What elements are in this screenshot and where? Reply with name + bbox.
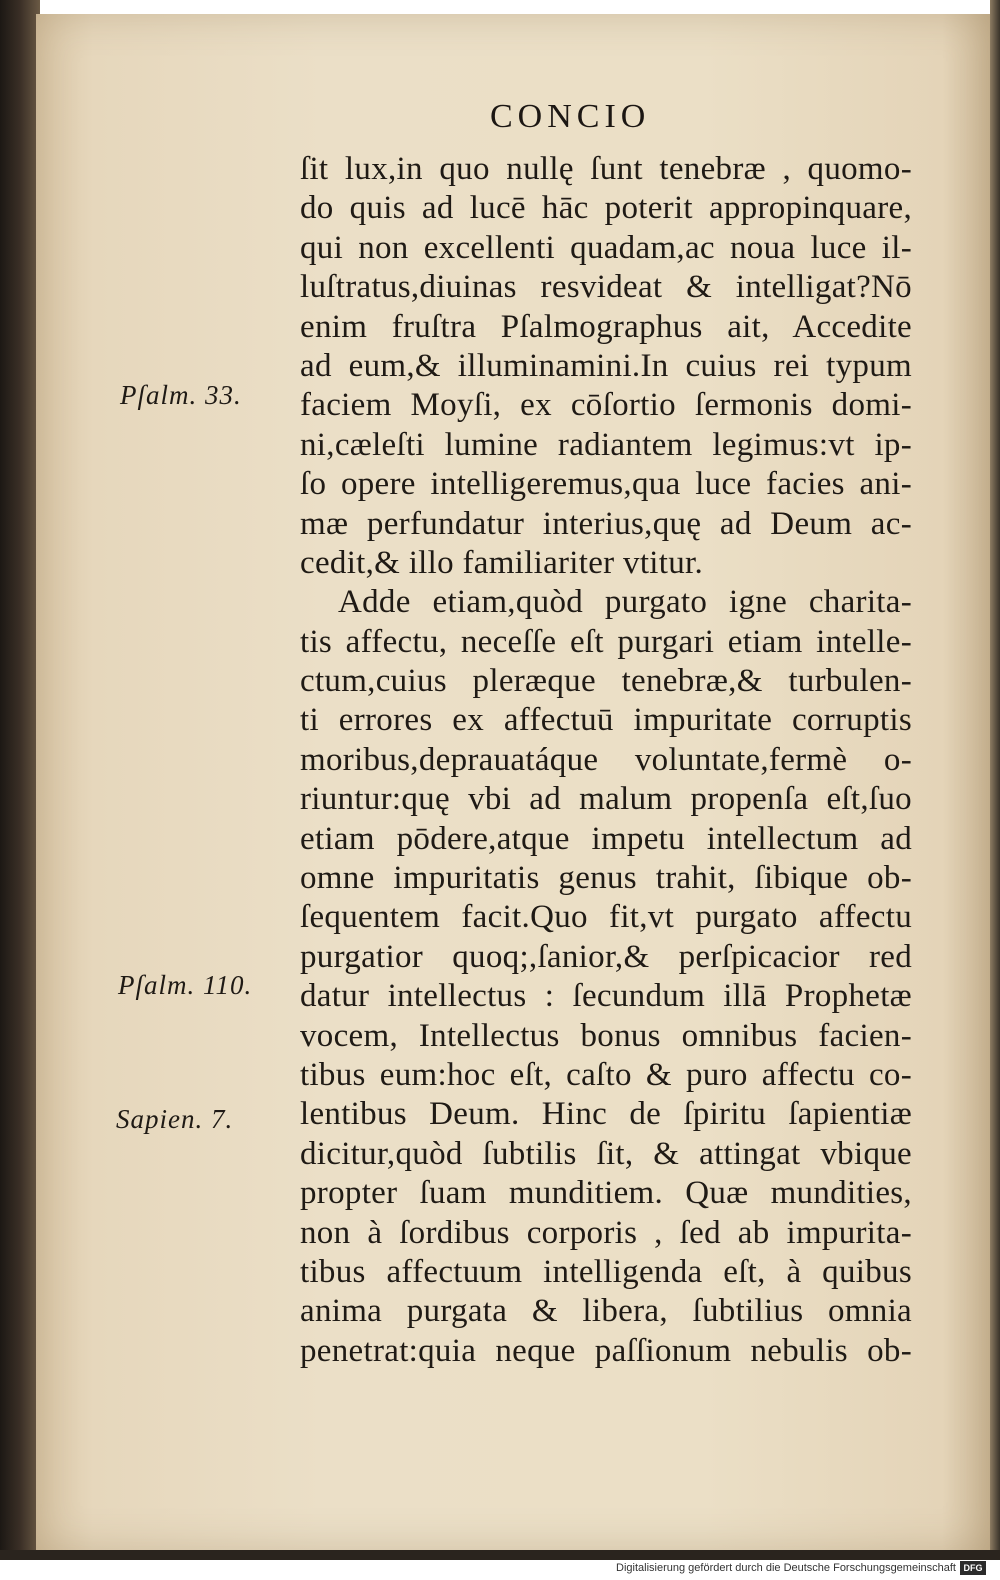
text-line: tibus eum:hoc eſt, caſto & puro affectu co- [300, 1056, 912, 1093]
text-line: riuntur:quę vbi ad malum propenſa eſt,ſuo [300, 781, 912, 818]
marginal-note-psalm-33: Pſalm. 33. [120, 380, 242, 410]
text-line: mæ perfundatur interius,quę ad Deum ac- [300, 505, 912, 542]
text-line: datur intellectus : ſecundum illā Prophetæ [300, 978, 912, 1015]
text-line: dicitur,quòd ſubtilis ſit, & attingat vbique [300, 1135, 912, 1172]
text-line: do quis ad lucē hāc poterit appropinquare, [300, 190, 912, 227]
running-head: CONCIO [490, 98, 651, 135]
text-line: ti errores ex affectuū impuritate corruptis [300, 702, 912, 739]
text-line: qui non excellenti quadam,ac noua luce il- [300, 229, 912, 266]
text-line: ad eum,& illuminamini.In cuius rei typum [300, 347, 912, 384]
text-line: etiam pōdere,atque impetu intellectum ad [300, 820, 912, 857]
body-text [300, 150, 920, 1371]
text-line: ſit lux,in quo nullę ſunt tenebræ , quomo- [300, 151, 912, 187]
text-line: penetrat:quia neque paſſionum nebulis ob- [300, 1332, 912, 1369]
text-line: tis affectu, neceſſe eſt purgari etiam intelle- [300, 623, 912, 660]
text-line: Adde etiam,quòd purgato igne charita- [338, 584, 912, 621]
text-line: faciem Moyſi, ex cōſortio ſermonis domi- [300, 387, 912, 424]
text-line: vocem, Intellectus bonus omnibus facien- [300, 1017, 912, 1054]
text-line: ſo opere intelligeremus,qua luce facies ani- [300, 466, 912, 503]
text-line: enim fruſtra Pſalmographus ait, Accedite [300, 308, 912, 345]
marginal-note-sapien-7: Sapien. 7. [116, 1104, 234, 1134]
marginal-note-psalm-110: Pſalm. 110. [118, 970, 253, 1000]
text-line: moribus,deprauatáque voluntate,fermè o- [300, 741, 912, 778]
bottom-edge [0, 1550, 1000, 1560]
text-line: tibus affectuum intelligenda eſt, à quibus [300, 1253, 912, 1290]
text-line: cedit,& illo familiariter vtitur. [300, 544, 704, 581]
text-line: non à ſordibus corporis , ſed ab impurita- [300, 1214, 912, 1251]
text-line: propter ſuam munditiem. Quæ mundities, [300, 1175, 912, 1212]
text-line: lentibus Deum. Hinc de ſpiritu ſapientiæ [300, 1096, 912, 1133]
text-line: luſtratus,diuinas resvideat & intelligat?Nō [300, 269, 912, 306]
text-line: purgatior quoq;,ſanior,& perſpicacior red [300, 938, 912, 975]
page-edge [990, 0, 1000, 1560]
dfg-logo: DFG [960, 1561, 986, 1575]
text-line: ni,cæleſti lumine radiantem legimus:vt ip- [300, 426, 912, 463]
book-spine [0, 0, 40, 1580]
footer-credit: Digitalisierung gefördert durch die Deutsche Forschungsgemeinschaft [616, 1562, 956, 1574]
text-line: ſequentem facit.Quo fit,vt purgato affectu [300, 899, 912, 936]
text-line: omne impuritatis genus trahit, ſibique ob- [300, 860, 912, 897]
text-line: anima purgata & libera, ſubtilius omnia [300, 1293, 912, 1330]
text-line: ctum,cuius pleræque tenebræ,& turbulen- [300, 663, 912, 700]
